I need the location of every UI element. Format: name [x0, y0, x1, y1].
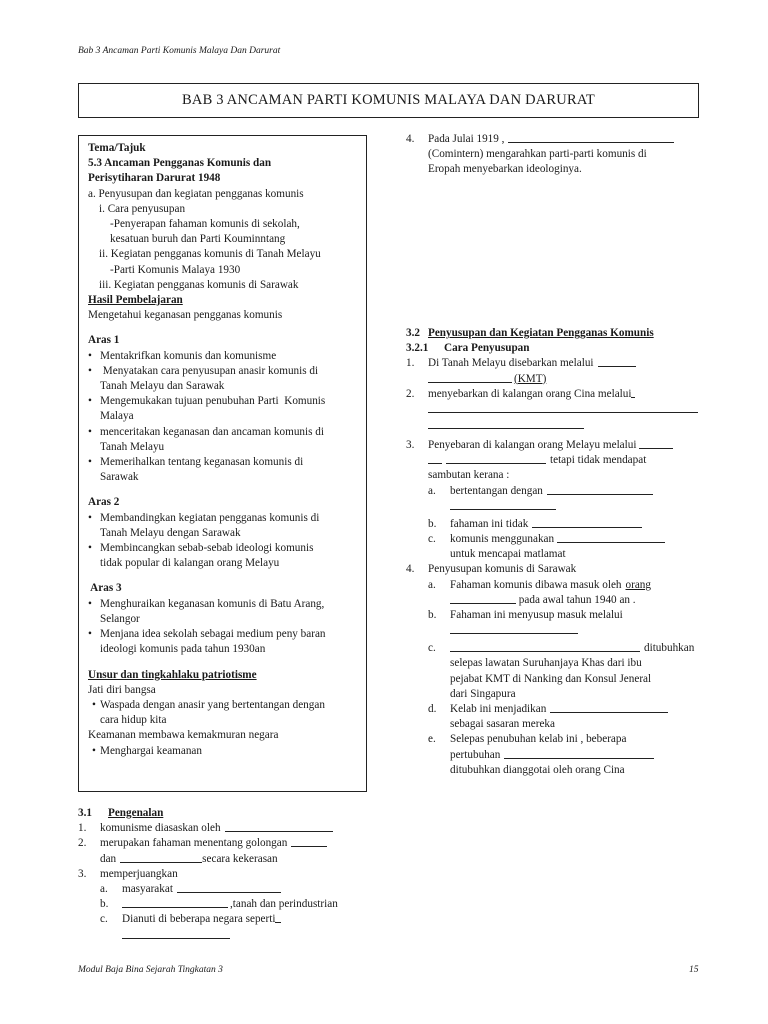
item-number: 3. — [406, 439, 415, 452]
unsur-heading: Unsur dan tingkahlaku patriotisme — [88, 668, 257, 681]
aras1-item-line: Tanah Melayu dan Sarawak — [100, 380, 225, 393]
sec31-item2-dan: dan — [100, 852, 117, 865]
r-item-2-line2 — [406, 402, 706, 418]
r-item-3 — [406, 438, 706, 453]
r-item-3b — [406, 517, 706, 532]
item-letter: c. — [428, 642, 436, 655]
bullet-icon: • — [88, 542, 92, 555]
aras1-item-line: Sarawak — [100, 471, 139, 484]
tema-topic-line1: 5.3 Ancaman Pengganas Komunis dan — [88, 157, 272, 170]
r-item-3c — [406, 532, 706, 547]
r-item-4e-line2 — [406, 748, 706, 763]
chapter-title: BAB 3 ANCAMAN PARTI KOMUNIS MALAYA DAN DARURAT — [78, 83, 699, 118]
aras1-item-line: Mentakrifkan komunis dan komunisme — [100, 349, 277, 362]
aras1-item-line: Tanah Melayu — [100, 440, 165, 453]
aras2-item-text — [100, 541, 366, 571]
sec31-item2-text: merupakan fahaman menentang golongan — [100, 837, 288, 850]
sec31-item1-text: komunisme diasaskan oleh — [100, 822, 221, 835]
aras1-item-line: menceritakan keganasan dan ancaman komunis di — [100, 425, 324, 438]
aras2-heading: Aras 2 — [88, 496, 120, 509]
answer-blank[interactable] — [275, 912, 281, 923]
r-item4d-a: Kelab ini menjadikan — [450, 703, 547, 716]
r-item3b-text: fahaman ini tidak — [450, 517, 529, 530]
bullet-icon: • — [88, 425, 92, 438]
r-item-4e — [406, 732, 706, 747]
answer-blank[interactable] — [225, 821, 333, 832]
aras1-item-text — [100, 425, 366, 455]
right-column — [406, 132, 706, 178]
r-item1-a: Di Tanah Melayu disebarkan melalui — [428, 357, 594, 370]
tema-box — [78, 135, 367, 792]
aras3-list — [88, 597, 366, 658]
aras1-item-text — [100, 349, 366, 364]
item-letter: b. — [428, 609, 437, 622]
r-item4-c: Eropah menyebarkan ideologinya. — [428, 163, 582, 176]
answer-blank[interactable] — [450, 499, 556, 510]
aras3-item — [88, 627, 366, 657]
item-number: 1. — [406, 357, 415, 370]
item-number: 4. — [406, 563, 415, 576]
aras3-item-text — [100, 627, 366, 657]
r-item3a-text: bertentangan dengan — [450, 484, 543, 497]
answer-blank[interactable] — [639, 438, 673, 449]
bullet-icon: • — [88, 395, 92, 408]
sec31-item3c-text: Dianuti di beberapa negara seperti — [122, 913, 276, 926]
r-item-4 — [406, 562, 706, 577]
hasil-text: Mengetahui keganasan pengganas komunis — [88, 309, 283, 322]
aras1-item — [88, 425, 366, 455]
aras1-item-text — [100, 455, 366, 485]
aras2-item — [88, 511, 366, 541]
r-item-2-line3 — [406, 418, 706, 432]
r-item3c-b: untuk mencapai matlamat — [450, 548, 566, 561]
tema-topic-line2: Perisytiharan Darurat 1948 — [88, 172, 221, 185]
item-letter: a. — [428, 578, 436, 591]
answer-blank[interactable] — [428, 453, 442, 464]
hasil-heading: Hasil Pembelajaran — [88, 294, 183, 307]
bullet-icon: • — [88, 456, 92, 469]
sec32-heading: Penyusupan dan Kegiatan Pengganas Komunis — [428, 327, 654, 339]
sec31-item-3a — [78, 882, 378, 897]
aras3-item-line: Menjana idea sekolah sebagai medium peny baran — [100, 628, 326, 641]
aras1-item-line: Menyatakan cara penyusupan anasir komunis di — [100, 364, 319, 377]
answer-blank[interactable] — [122, 897, 228, 908]
bullet-icon: • — [88, 349, 92, 362]
aras1-item-line: Malaya — [100, 410, 134, 423]
r-item4-a: Pada Julai 1919 , — [428, 133, 505, 145]
r-item-2 — [406, 387, 706, 402]
aras1-item-text — [100, 394, 366, 424]
item-letter: a. — [100, 883, 108, 896]
answer-blank[interactable] — [450, 641, 640, 652]
aras2-item — [88, 541, 366, 571]
sec31-item-2-line2 — [78, 852, 378, 867]
answer-blank[interactable] — [446, 453, 546, 464]
tema-ii-line: ii. Kegiatan pengganas komunis di Tanah Melayu — [99, 248, 321, 261]
r-item-4b-line2 — [406, 623, 706, 641]
answer-blank[interactable] — [450, 593, 516, 604]
aras1-item — [88, 455, 366, 485]
r-item4c-d: dari Singapura — [450, 687, 516, 700]
r-item-3a-line2 — [406, 499, 706, 517]
bullet-icon: • — [88, 511, 92, 524]
answer-blank[interactable] — [291, 836, 327, 847]
sec321-number: 3.2.1 — [406, 342, 429, 355]
section-3-1 — [78, 806, 378, 944]
answer-blank[interactable] — [532, 517, 642, 528]
r-item-1-line2 — [406, 372, 706, 387]
r-item-4a — [406, 578, 706, 593]
answer-blank[interactable] — [508, 132, 674, 143]
aras2-item-line: Membincangkan sebab-sebab ideologi komunis — [100, 542, 314, 555]
sec31-item3-text: memperjuangkan — [100, 867, 178, 880]
aras3-item-line: ideologi komunis pada tahun 1930an — [100, 643, 266, 656]
aras2-item-line: Membandingkan kegiatan pengganas komunis di — [100, 511, 320, 524]
sec31-item-2 — [78, 836, 378, 851]
answer-blank[interactable] — [428, 402, 698, 413]
sec31-heading: Pengenalan — [108, 807, 164, 819]
sec31-number: 3.1 — [78, 807, 92, 819]
aras1-item — [88, 349, 366, 364]
answer-blank[interactable] — [177, 882, 281, 893]
aras2-list — [88, 511, 366, 572]
section-3-2 — [406, 326, 706, 778]
sec32-number: 3.2 — [406, 327, 420, 339]
item-letter: b. — [428, 517, 437, 530]
item-letter: d. — [428, 703, 437, 716]
answer-blank[interactable] — [598, 356, 636, 367]
r-item3-a: Penyebaran di kalangan orang Melayu melalui — [428, 439, 637, 452]
answer-blank[interactable] — [547, 484, 653, 495]
r-item3c-text: komunis menggunakan — [450, 533, 555, 546]
item-number: 3. — [78, 867, 87, 880]
sec31-item-3c — [78, 912, 378, 927]
sec31-item-3 — [78, 867, 378, 882]
bullet-icon: • — [88, 597, 92, 610]
aras1-item-line: Memerihalkan tentang keganasan komunis di — [100, 456, 304, 469]
r-item3-c: sambutan kerana : — [428, 469, 510, 482]
sec31-item-3b — [78, 897, 378, 912]
aras1-item-line: Mengemukakan tujuan penubuhan Parti Komunis — [100, 395, 326, 408]
unsur-b2: Menghargai keamanan — [100, 744, 202, 757]
item-letter: a. — [428, 484, 436, 497]
bullet-icon: • — [92, 744, 96, 757]
unsur-line2: Keamanan membawa kemakmuran negara — [88, 729, 279, 742]
answer-blank[interactable] — [631, 387, 635, 398]
sec321-heading: Cara Penyusupan — [444, 342, 530, 355]
unsur-b1-line1: Waspada dengan anasir yang bertentangan dengan — [100, 698, 325, 711]
r-item-4d — [406, 702, 706, 717]
r-item4e-b: pertubuhan — [450, 748, 501, 761]
r-item-4c — [406, 641, 706, 656]
aras3-item — [88, 597, 366, 627]
answer-blank[interactable] — [120, 852, 202, 863]
r-item4-b: (Comintern) mengarahkan parti-parti komunis di — [428, 148, 647, 161]
aras1-item-text — [100, 364, 366, 394]
sec31-item3a-text: masyarakat — [122, 883, 173, 896]
bullet-icon: • — [88, 364, 92, 377]
unsur-bullet-2 — [88, 744, 366, 759]
aras1-heading: Aras 1 — [88, 334, 120, 347]
aras2-item-line: Tanah Melayu dengan Sarawak — [100, 526, 241, 539]
tema-i-sub1: -Penyerapan fahaman komunis di sekolah, — [110, 218, 300, 231]
item-number: 2. — [406, 387, 415, 400]
sec31-item3b-text: ,tanah dan perindustrian — [230, 898, 338, 911]
item-letter: b. — [100, 898, 109, 911]
item-number: 1. — [78, 822, 87, 835]
r-item4e-c: ditubuhkan dianggotai oleh orang Cina — [450, 763, 625, 776]
bullet-icon: • — [92, 698, 96, 711]
aras3-item-line: Selangor — [100, 612, 140, 625]
r-item4c-b: selepas lawatan Suruhanjaya Khas dari ibu — [450, 657, 642, 670]
r-item4c-c: pejabat KMT di Nanking dan Konsul Jeneral — [450, 672, 652, 685]
r-item4e-a: Selepas penubuhan kelab ini , beberapa — [450, 733, 627, 746]
running-header: Bab 3 Ancaman Parti Komunis Malaya Dan Darurat — [78, 46, 281, 56]
aras3-item-text — [100, 597, 366, 627]
tema-i-sub2: kesatuan buruh dan Parti Kouminntang — [110, 233, 286, 246]
r-item4b-text: Fahaman ini menyusup masuk melalui — [450, 609, 623, 622]
answer-blank[interactable] — [550, 702, 668, 713]
aras1-item — [88, 364, 366, 394]
page-number: 15 — [689, 965, 699, 975]
tema-i-line: i. Cara penyusupan — [99, 202, 186, 215]
r-item-3-line2 — [406, 453, 706, 468]
r-item4-text: Penyusupan komunis di Sarawak — [428, 563, 577, 576]
r-item-4a-line2 — [406, 593, 706, 608]
r-item-3a — [406, 484, 706, 499]
r-item4a-b: orang — [625, 578, 651, 591]
aras1-list — [88, 349, 366, 486]
unsur-bullet-1 — [88, 698, 366, 713]
aras3-item-line: Menghuraikan keganasan komunis di Batu Arang, — [100, 597, 325, 610]
answer-blank[interactable] — [504, 748, 654, 759]
answer-blank[interactable] — [428, 418, 584, 429]
aras2-item-text — [100, 511, 366, 541]
item-number: 2. — [78, 837, 87, 850]
item-letter: c. — [100, 913, 108, 926]
r-item-1 — [406, 356, 706, 371]
r-item-4b — [406, 608, 706, 623]
sec31-item-1 — [78, 821, 378, 836]
r-item3-b: tetapi tidak mendapat — [550, 454, 647, 467]
sec31-item2-kekerasan: secara kekerasan — [202, 852, 278, 865]
unsur-line1: Jati diri bangsa — [88, 683, 156, 696]
footer-module-name: Modul Baja Bina Sejarah Tingkatan 3 — [78, 965, 223, 975]
r-item1-b: (KMT) — [514, 372, 547, 385]
answer-blank[interactable] — [557, 532, 665, 543]
tema-heading: Tema/Tajuk — [88, 142, 146, 154]
unsur-b1-line2: cara hidup kita — [100, 714, 167, 727]
sec31-item-3c-line2 — [78, 928, 378, 944]
r-item2-a: menyebarkan di kalangan orang Cina melalui — [428, 387, 632, 400]
r-item4d-b: sebagai sasaran mereka — [450, 718, 555, 731]
bullet-icon: • — [88, 628, 92, 641]
r-item4a-a: Fahaman komunis dibawa masuk oleh — [450, 578, 622, 591]
tema-a-line: a. Penyusupan dan kegiatan pengganas komunis — [88, 187, 304, 200]
r-item-4 — [406, 132, 706, 147]
tema-iii-line: iii. Kegiatan pengganas komunis di Sarawak — [99, 278, 299, 291]
answer-blank[interactable] — [122, 928, 230, 939]
answer-blank[interactable] — [428, 372, 512, 383]
aras1-item — [88, 394, 366, 424]
r-item4c-a: ditubuhkan — [644, 642, 695, 655]
tema-ii-sub: -Parti Komunis Malaya 1930 — [110, 263, 241, 276]
aras3-heading: Aras 3 — [88, 582, 122, 595]
item-letter: e. — [428, 733, 436, 746]
aras2-item-line: tidak popular di kalangan orang Melayu — [100, 557, 280, 570]
answer-blank[interactable] — [450, 623, 578, 634]
item-number: 4. — [406, 133, 415, 145]
r-item4a-c: pada awal tahun 1940 an . — [516, 593, 636, 606]
item-letter: c. — [428, 533, 436, 546]
